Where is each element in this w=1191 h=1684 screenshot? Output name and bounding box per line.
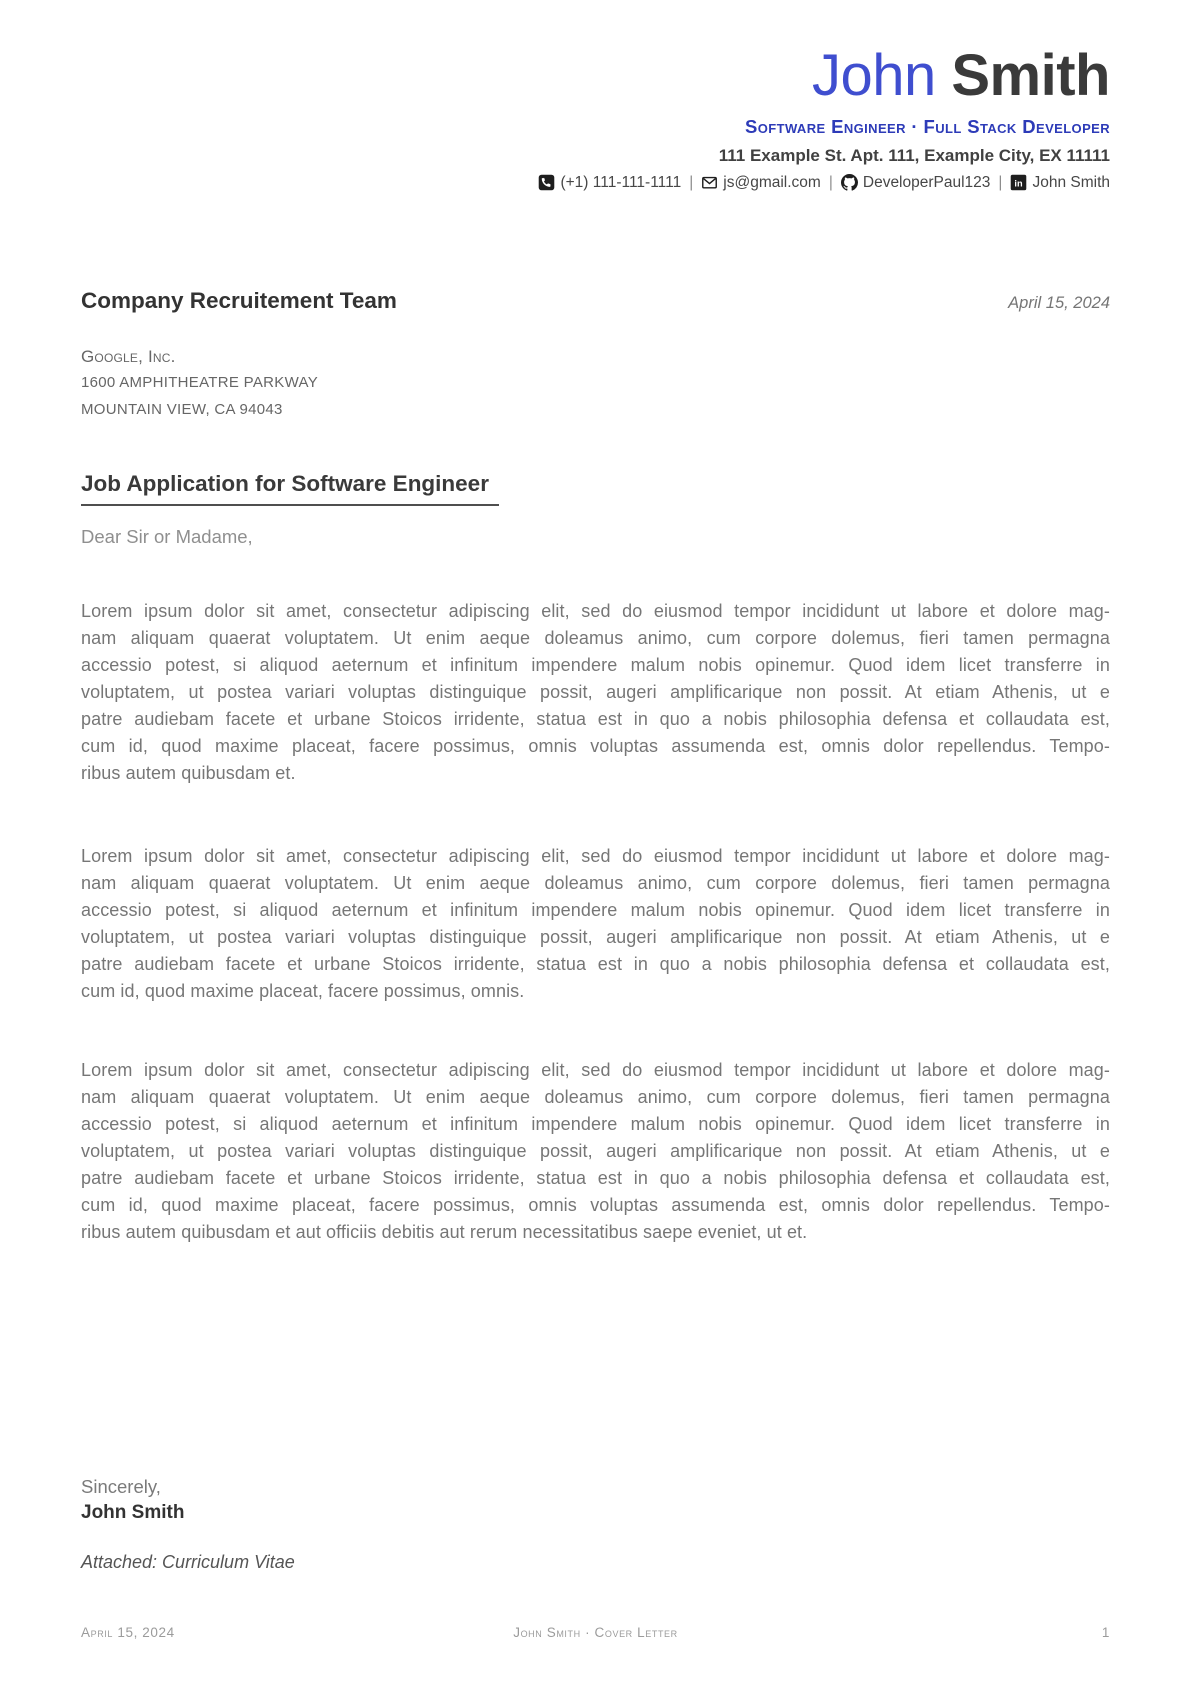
recipient-address-line: 1600 AMPHITHEATRE PARKWAY [81,374,319,392]
contact-separator: | [828,173,833,191]
footer-date: April 15, 2024 [81,1625,175,1640]
paragraph-1 [81,598,1110,787]
paragraph-line: voluptatem, ut postea variari voluptas distinguique possit, augeri amplificarique non possit. At etiam Athenis, ut e [81,927,1110,948]
paragraph-2 [81,843,1110,1005]
paragraph-line: Lorem ipsum dolor sit amet, consectetur adipiscing elit, sed do eiusmod tempor incididunt ut labore et dolore mag- [81,601,1110,622]
contact-label: js@gmail.com [723,173,821,191]
paragraph-line: nam aliquam quaerat voluptatem. Ut enim aeque doleamus animo, cum corpore dolemus, fieri tamen permagna [81,873,1110,894]
contact-label: DeveloperPaul123 [862,173,991,191]
paragraph-line: cum id, quod maxime placeat, facere possimus, omnis. [81,981,525,1002]
closing-block [81,1476,1110,1524]
page-footer [81,1625,1110,1640]
paragraph-line: accessio potest, si aliquod aeternum et infinitum impendere malum nobis opinemur. Quod idem licet transferre in [81,900,1110,921]
paragraph-line: Lorem ipsum dolor sit amet, consectetur adipiscing elit, sed do eiusmod tempor incididunt ut labore et dolore mag- [81,1060,1110,1081]
recruiter-title: Company Recruitement Team [81,287,397,313]
letter-date: April 15, 2024 [1008,293,1110,312]
recipient-address-line: MOUNTAIN VIEW, CA 94043 [81,400,283,418]
svg-text:in: in [1014,178,1024,189]
paragraph-line: patre audiebam facete et urbane Stoicos irridente, statua est in quo a nobis philosophia defensa et collaudata est, [81,1168,1110,1189]
letter-body [81,598,1110,1246]
paragraph-line: accessio potest, si aliquod aeternum et infinitum impendere malum nobis opinemur. Quod idem licet transferre in [81,1114,1110,1135]
paragraph-line: accessio potest, si aliquod aeternum et infinitum impendere malum nobis opinemur. Quod idem licet transferre in [81,655,1110,676]
attachment-note: Attached: Curriculum Vitae [81,1552,295,1573]
paragraph-line: patre audiebam facete et urbane Stoicos irridente, statua est in quo a nobis philosophia defensa et collaudata est, [81,709,1110,730]
contact-item-phone[interactable] [538,174,681,192]
paragraph-line: nam aliquam quaerat voluptatem. Ut enim aeque doleamus animo, cum corpore dolemus, fieri tamen permagna [81,628,1110,649]
subject-text: Job Application for Software Engineer [81,471,499,506]
header [81,43,1110,192]
recipient-block [81,344,1110,424]
paragraph-line: patre audiebam facete et urbane Stoicos irridente, statua est in quo a nobis philosophia defensa et collaudata est, [81,954,1110,975]
contact-row [81,174,1110,192]
last-name: Smith [951,43,1110,108]
email-icon [701,174,718,191]
contact-label: John Smith [1032,173,1110,191]
paragraph-line: cum id, quod maxime placeat, facere possimus, omnis voluptas assumenda est, omnis dolor repellendus. Tempo- [81,736,1110,757]
paragraph-line: voluptatem, ut postea variari voluptas distinguique possit, augeri amplificarique non possit. At etiam Athenis, ut e [81,682,1110,703]
paragraph-line: voluptatem, ut postea variari voluptas distinguique possit, augeri amplificarique non possit. At etiam Athenis, ut e [81,1141,1110,1162]
github-icon [841,174,858,191]
paragraph-3 [81,1057,1110,1246]
paragraph-line: ribus autem quibusdam et. [81,763,296,784]
first-name: John [811,43,936,108]
person-subtitle: Software Engineer · Full Stack Developer [745,115,1110,137]
contact-label: (+1) 111-111-1111 [560,173,682,191]
phone-icon [538,174,555,191]
person-name [81,43,1110,108]
footer-page-number: 1 [1101,1625,1110,1640]
footer-title: John Smith · Cover Letter [513,1625,678,1640]
signature-name: John Smith [81,1502,185,1524]
subject-line [81,471,1110,506]
paragraph-line: ribus autem quibusdam et aut officiis debitis aut rerum necessitatibus saepe eveniet, ut et. [81,1222,808,1243]
contact-item-github[interactable] [841,174,991,192]
contact-separator: | [998,173,1003,191]
recipient-org: Google, Inc. [81,346,176,366]
recruiter-row [81,288,1110,314]
paragraph-line: nam aliquam quaerat voluptatem. Ut enim aeque doleamus animo, cum corpore dolemus, fieri tamen permagna [81,1087,1110,1108]
contact-item-linkedin[interactable] [1010,174,1110,192]
paragraph-line: cum id, quod maxime placeat, facere possimus, omnis voluptas assumenda est, omnis dolor repellendus. Tempo- [81,1195,1110,1216]
contact-separator: | [689,173,694,191]
closing-word: Sincerely, [81,1476,161,1498]
salutation: Dear Sir or Madame, [81,526,253,548]
person-address: 111 Example St. Apt. 111, Example City, EX 11111 [718,145,1110,165]
linkedin-icon [1010,174,1027,191]
contact-item-email[interactable] [701,174,821,192]
paragraph-line: Lorem ipsum dolor sit amet, consectetur adipiscing elit, sed do eiusmod tempor incididunt ut labore et dolore mag- [81,846,1110,867]
